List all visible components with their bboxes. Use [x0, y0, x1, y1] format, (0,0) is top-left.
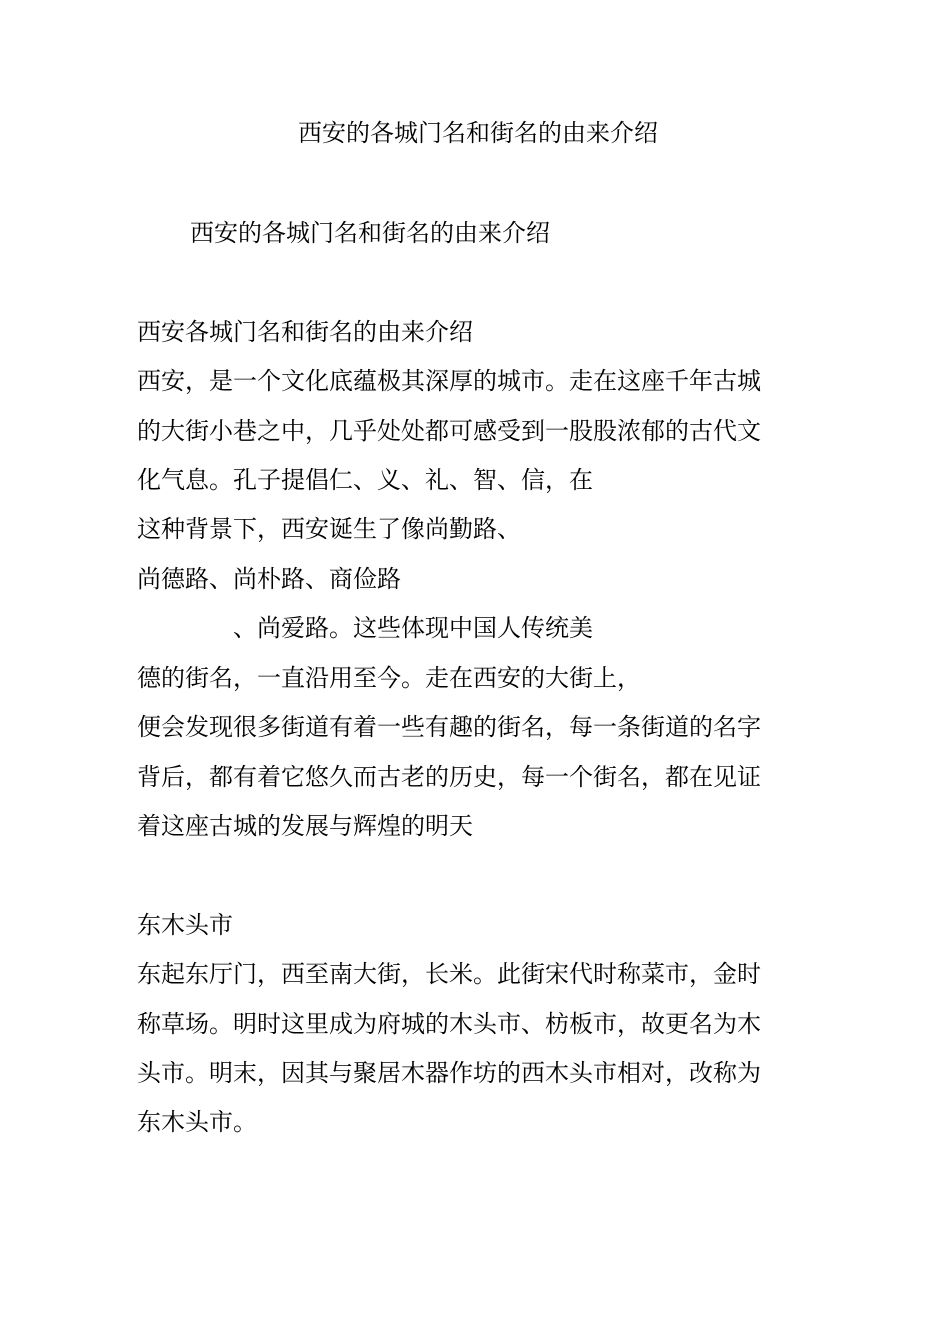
paragraph-line: 、尚爱路。这些体现中国人传统美 — [233, 614, 593, 642]
document-title: 西安的各城门名和街名的由来介绍 — [298, 119, 658, 147]
paragraph-line: 这种背景下，西安诞生了像尚勤路、 — [137, 515, 521, 543]
paragraph-line: 东木头市。 — [137, 1108, 257, 1136]
paragraph-line: 头市。明末，因其与聚居木器作坊的西木头市相对，改称为 — [137, 1059, 761, 1087]
document-subtitle: 西安的各城门名和街名的由来介绍 — [190, 219, 550, 247]
paragraph-line: 的大街小巷之中，几乎处处都可感受到一股股浓郁的古代文 — [137, 417, 761, 445]
paragraph-line: 尚德路、尚朴路、商俭路 — [137, 565, 401, 593]
paragraph-line: 背后，都有着它悠久而古老的历史，每一个街名，都在见证 — [137, 763, 761, 791]
section2-heading: 东木头市 — [137, 911, 233, 939]
paragraph-line: 化气息。孔子提倡仁、义、礼、智、信，在 — [137, 466, 593, 494]
paragraph-line: 西安，是一个文化底蕴极其深厚的城市。走在这座千年古城 — [137, 367, 761, 395]
paragraph-line: 称草场。明时这里成为府城的木头市、枋板市，故更名为木 — [137, 1010, 761, 1038]
paragraph-line: 便会发现很多街道有着一些有趣的街名，每一条街道的名字 — [137, 713, 761, 741]
paragraph-line: 东起东厅门，西至南大街，长米。此街宋代时称菜市，金时 — [137, 960, 761, 988]
section1-heading: 西安各城门名和街名的由来介绍 — [137, 318, 473, 346]
paragraph-line: 着这座古城的发展与辉煌的明天 — [137, 812, 473, 840]
paragraph-line: 德的街名，一直沿用至今。走在西安的大街上， — [137, 664, 641, 692]
